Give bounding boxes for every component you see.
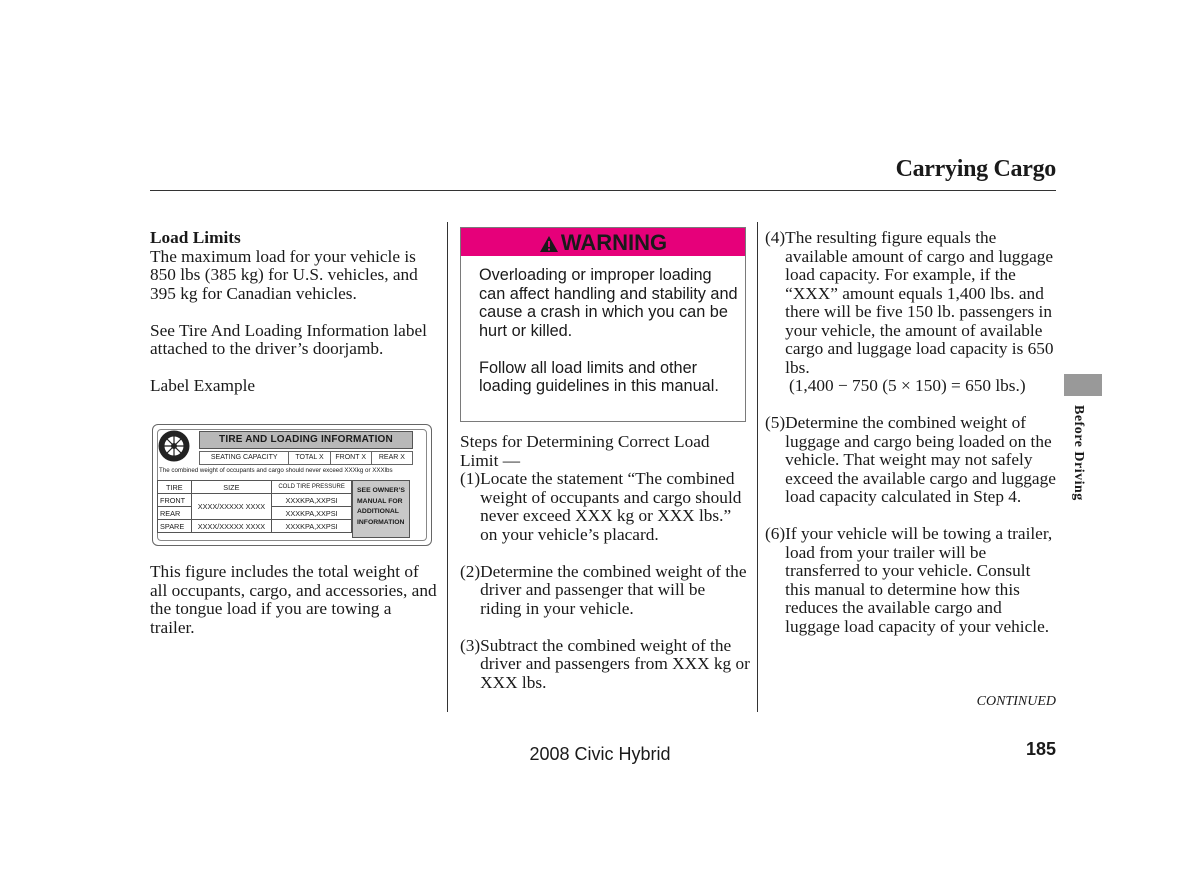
list-item — [460, 470, 750, 544]
warning-paragraph: Follow all load limits and other loading guidelines in this manual. — [479, 358, 719, 395]
warning-title: WARNING — [560, 230, 668, 255]
list-item — [460, 637, 750, 693]
col-pressure: COLD TIRE PRESSURE — [272, 481, 352, 494]
continued-label: CONTINUED — [976, 694, 1056, 709]
col-size: SIZE — [191, 481, 272, 494]
info-line: INFORMATION — [357, 518, 405, 526]
section-heading-load-limits: Load Limits — [150, 228, 241, 247]
pressure-rear: XXXKPA,XXPSI — [272, 507, 352, 520]
warning-paragraph: Overloading or improper loading can affect handling and stability and cause a crash in which you can be hurt or killed. — [479, 266, 738, 340]
step-number: (1) — [460, 469, 481, 488]
page-title: Carrying Cargo — [895, 156, 1056, 182]
load-limits-paragraph: The maximum load for your vehicle is 850 lbs (385 kg) for U.S. vehicles, and 395 kg for Canadian vehicles. — [150, 246, 418, 303]
step-text: Locate the statement “The combined weight of occupants and cargo should never exceed XXX kg or XXX lbs.” on your vehicle’s placard. — [480, 469, 742, 544]
see-label-paragraph: See Tire And Loading Information label attached to the driver’s doorjamb. — [150, 320, 427, 358]
step-number: (2) — [460, 561, 481, 581]
step-text: Determine the combined weight of luggage and cargo being loaded on the vehicle. That weight may not safely exceed the available cargo and luggage load capacity calculated in Step 4. — [785, 413, 1056, 506]
pressure-spare: XXXKPA,XXPSI — [272, 520, 352, 533]
side-tab-marker — [1064, 374, 1102, 396]
table-row — [158, 494, 352, 507]
info-line: ADDITIONAL — [357, 508, 399, 515]
step-number: (6) — [765, 524, 786, 543]
step-text: If your vehicle will be towing a trailer, load from your trailer will be transferred to your vehicle. Consult this manual to determine how this reduces the available cargo and luggage load capacity of your vehicle. — [785, 524, 1053, 636]
step-text: Subtract the combined weight of the driver and passengers from XXX kg or XXX lbs. — [480, 635, 750, 692]
step-number: (3) — [460, 635, 481, 655]
step-number: (5) — [765, 413, 786, 432]
step-number: (4) — [765, 228, 786, 247]
header-rule — [150, 190, 1056, 191]
warning-body — [479, 266, 741, 396]
column-divider-right — [757, 222, 758, 712]
warning-triangle-icon — [539, 235, 559, 253]
table-row — [158, 520, 352, 533]
tire-loading-label-figure — [152, 424, 432, 546]
seating-rear: REAR X — [378, 454, 405, 461]
row-rear: REAR — [158, 507, 192, 520]
seating-capacity-row — [199, 451, 413, 465]
total-weight-paragraph: This figure includes the total weight of all occupants, cargo, and accessories, and the tongue load if you are towing a trailer. — [150, 562, 437, 637]
row-spare: SPARE — [158, 520, 192, 533]
list-item — [765, 229, 1059, 377]
warning-header — [461, 228, 745, 256]
pressure-front: XXXKPA,XXPSI — [272, 494, 352, 507]
list-item — [765, 414, 1059, 507]
size-spare: XXXX/XXXXX XXXX — [191, 520, 272, 533]
info-line: SEE OWNER’S — [357, 487, 405, 494]
right-column — [765, 229, 1059, 636]
middle-column — [460, 433, 750, 692]
steps-intro: Steps for Determining Correct Load Limit — — [460, 432, 710, 470]
col-tire: TIRE — [158, 481, 192, 494]
label-example-caption: Label Example — [150, 376, 256, 395]
list-item — [765, 525, 1059, 636]
tire-pressure-table — [157, 480, 352, 533]
tire-wheel-icon — [157, 429, 191, 463]
label-title: TIRE AND LOADING INFORMATION — [199, 431, 413, 449]
label-weight-note: The combined weight of occupants and cargo should never exceed XXXkg or XXXlbs — [159, 467, 393, 474]
seating-capacity-label: SEATING CAPACITY — [200, 452, 289, 464]
footer-model: 2008 Civic Hybrid — [529, 744, 671, 764]
seating-total: TOTAL X — [289, 452, 330, 464]
example-formula: (1,400 − 750 (5 × 150) = 650 lbs.) — [789, 376, 1026, 395]
row-front: FRONT — [158, 494, 192, 507]
size-main: XXXX/XXXXX XXXX — [191, 494, 272, 520]
warning-box — [460, 227, 746, 422]
seating-front: FRONT X — [331, 452, 372, 464]
info-line: MANUAL FOR — [357, 497, 403, 505]
list-item — [460, 563, 750, 619]
side-tab-label: Before Driving — [1071, 405, 1086, 501]
left-column — [150, 229, 440, 396]
table-header-row — [158, 481, 352, 494]
column-divider-left — [447, 222, 448, 712]
step-text: Determine the combined weight of the driver and passenger that will be riding in your vehicle. — [480, 561, 747, 618]
step-text: The resulting figure equals the available amount of cargo and luggage load capacity. For example, if the “XXX” amount equals 1,400 lbs. and there will be five 150 lb. passengers in your vehicle, the amount of available cargo and luggage load capacity is 650 lbs. — [785, 228, 1054, 377]
label-info-box — [352, 480, 410, 538]
page-number: 185 — [1025, 739, 1056, 759]
